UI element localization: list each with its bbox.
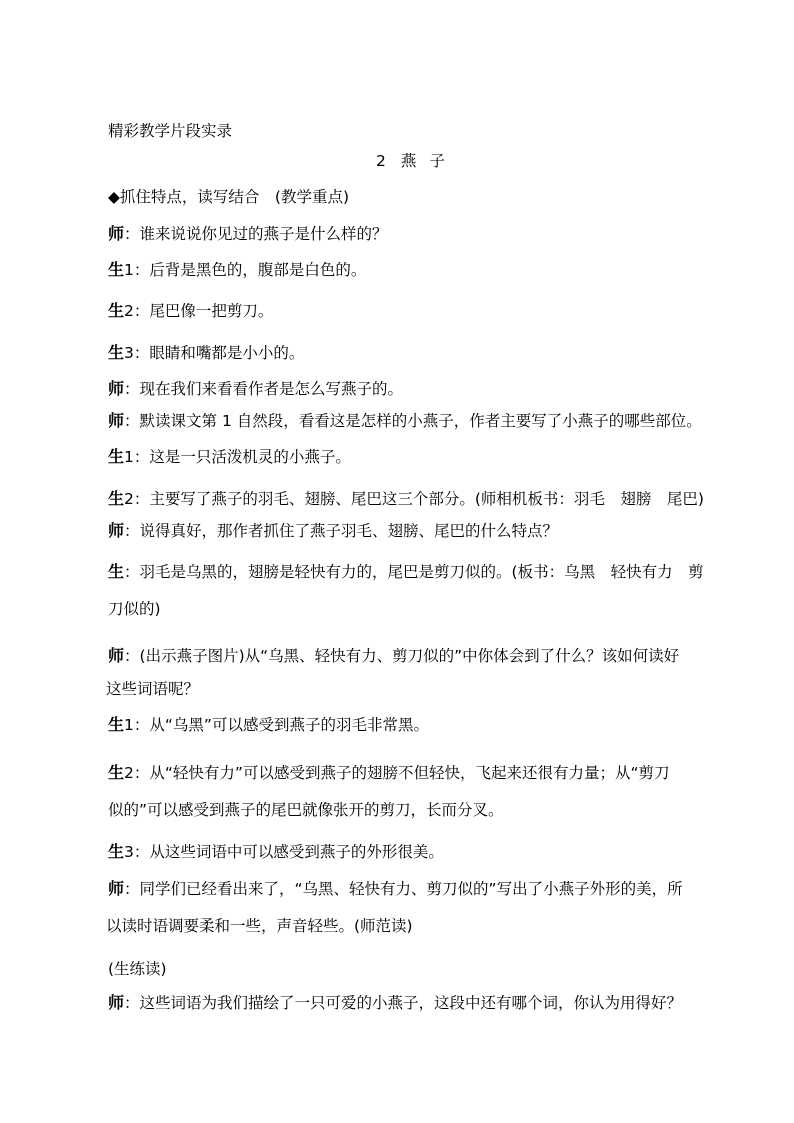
dialogue-line: [108, 410, 702, 432]
document-heading: 精彩教学片段实录: [108, 122, 233, 140]
speaker-label: 生: [108, 715, 125, 734]
dialogue-line: [108, 259, 366, 281]
dialogue-line: [108, 645, 679, 667]
line-text: 3：眼睛和嘴都是小小的。: [124, 344, 305, 362]
line-text: 2：从“轻快有力”可以感受到燕子的翅膀不但轻快，飞起来还很有力量；从“剪刀: [124, 764, 670, 782]
speaker-label: 师: [108, 993, 125, 1012]
line-text: 1：后背是黑色的，腹部是白色的。: [124, 261, 367, 279]
line-text: 1：这是一只活泼机灵的小燕子。: [124, 448, 351, 466]
dialogue-line: [108, 378, 403, 400]
speaker-label: 生: [108, 763, 125, 782]
dialogue-line: [108, 223, 388, 245]
speaker-label: 生: [108, 447, 125, 466]
dialogue-continuation: 以读时语调要柔和一些，声音轻些。(师范读): [106, 917, 413, 935]
speaker-label: 师: [108, 879, 125, 898]
dialogue-line: [108, 342, 304, 364]
speaker-label: 师: [108, 646, 125, 665]
dialogue-line: [108, 488, 704, 510]
line-text: ：说得真好，那作者抓住了燕子羽毛、翅膀、尾巴的什么特点？: [124, 522, 559, 540]
line-text: ：这些词语为我们描绘了一只可爱的小燕子，这段中还有哪个词，你认为用得好？: [124, 994, 683, 1012]
speaker-label: 师: [108, 521, 125, 540]
dialogue-line: [108, 561, 704, 583]
speaker-label: 生: [108, 562, 125, 581]
line-text: 2：尾巴像一把剪刀。: [124, 302, 274, 320]
dialogue-line: [108, 762, 669, 784]
line-text: 2：主要写了燕子的羽毛、翅膀、尾巴这三个部分。(师相机板书：羽毛 翅膀 尾巴): [124, 490, 704, 508]
speaker-label: 生: [108, 842, 125, 861]
dialogue-line: [108, 878, 683, 900]
speaker-label: 师: [108, 224, 125, 243]
line-text: ：谁来说说你见过的燕子是什么样的？: [124, 225, 388, 243]
speaker-label: 生: [108, 489, 125, 508]
speaker-label: 师: [108, 379, 125, 398]
dialogue-line: [108, 520, 558, 542]
section-heading: ◆抓住特点，读写结合 (教学重点): [108, 188, 350, 206]
dialogue-line: [108, 300, 273, 322]
line-text: ：默读课文第 1 自然段，看看这是怎样的小燕子，作者主要写了小燕子的哪些部位。: [124, 412, 702, 430]
line-text: ：同学们已经看出来了，“乌黑、轻快有力、剪刀似的”写出了小燕子外形的美，所: [124, 880, 683, 898]
lesson-title-char-1: 燕: [400, 152, 418, 170]
line-text: ：(出示燕子图片)从“乌黑、轻快有力、剪刀似的”中你体会到了什么？该如何读好: [124, 647, 680, 665]
lesson-title-char-2: 子: [429, 152, 446, 170]
dialogue-line: [108, 446, 351, 468]
lesson-title: [376, 150, 446, 172]
stage-direction: (生练读): [108, 960, 167, 978]
dialogue-continuation: 刀似的): [108, 600, 161, 618]
dialogue-line: [108, 714, 429, 736]
line-text: ：羽毛是乌黑的，翅膀是轻快有力的，尾巴是剪刀似的。(板书：乌黑 轻快有力 剪: [124, 563, 704, 581]
speaker-label: 生: [108, 301, 125, 320]
lesson-number: 2: [376, 152, 387, 170]
line-text: 1：从“乌黑”可以感受到燕子的羽毛非常黑。: [124, 716, 429, 734]
speaker-label: 师: [108, 411, 125, 430]
dialogue-continuation: 这些词语呢？: [106, 680, 200, 698]
line-text: ：现在我们来看看作者是怎么写燕子的。: [124, 380, 404, 398]
speaker-label: 生: [108, 260, 125, 279]
dialogue-continuation: 似的”可以感受到燕子的尾巴就像张开的剪刀，长而分叉。: [108, 801, 504, 819]
dialogue-line: [108, 841, 444, 863]
dialogue-line: [108, 992, 682, 1014]
speaker-label: 生: [108, 343, 125, 362]
line-text: 3：从这些词语中可以感受到燕子的外形很美。: [124, 843, 444, 861]
